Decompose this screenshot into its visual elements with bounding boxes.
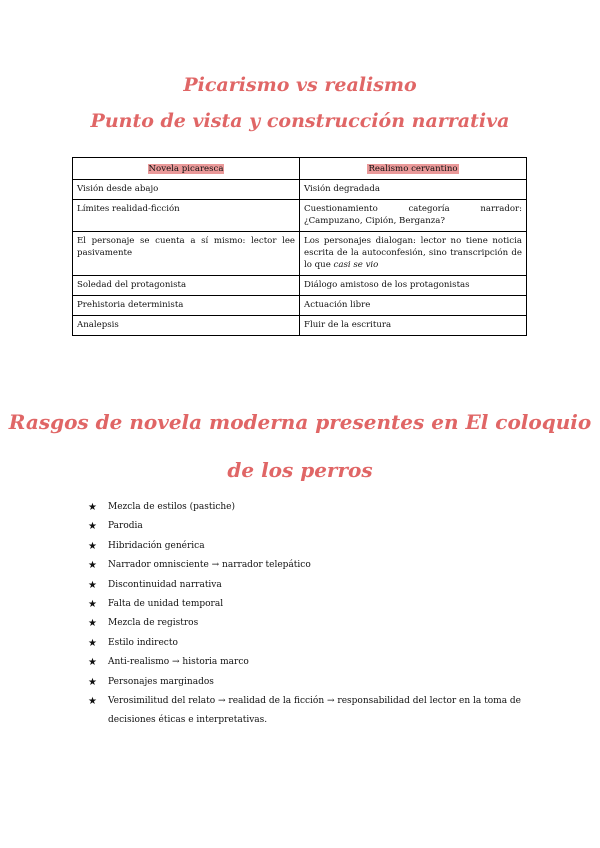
title-picarismo: Picarismo vs realismo xyxy=(183,74,417,96)
table-header-row xyxy=(73,158,527,180)
table-cell: Cuestionamiento categoría narrador: ¿Campuzano, Cipión, Berganza? xyxy=(300,200,527,232)
list-item: ★ Anti-realismo → historia marco xyxy=(88,653,534,672)
header-realismo-cervantino: Realismo cervantino xyxy=(300,158,527,180)
table-cell: Analepsis xyxy=(73,316,300,336)
list-item: ★ Personajes marginados xyxy=(88,673,534,692)
header-novela-picaresca: Novela picaresca xyxy=(73,158,300,180)
table-cell: El personaje se cuenta a sí mismo: lector lee pasivamente xyxy=(73,232,300,276)
table-row xyxy=(73,200,527,232)
table-row xyxy=(73,316,527,336)
list-item: ★ Discontinuidad narrativa xyxy=(88,576,534,595)
list-item: ★ Mezcla de registros xyxy=(88,614,534,633)
table-row xyxy=(73,232,527,276)
table-cell: Fluir de la escritura xyxy=(300,316,527,336)
table-row xyxy=(73,296,527,316)
subtitle-punto-de-vista: Punto de vista y construcción narrativa xyxy=(90,110,510,132)
star-icon: ★ xyxy=(88,637,97,649)
table-row xyxy=(73,180,527,200)
star-icon: ★ xyxy=(88,560,97,572)
star-icon: ★ xyxy=(88,696,97,708)
table-cell: Soledad del protagonista xyxy=(73,276,300,296)
star-icon: ★ xyxy=(88,599,97,611)
table-cell: Visión degradada xyxy=(300,180,527,200)
star-icon: ★ xyxy=(88,521,97,533)
star-icon: ★ xyxy=(88,579,97,591)
list-item: ★ Parodia xyxy=(88,517,534,536)
star-icon: ★ xyxy=(88,502,97,513)
title-de-los-perros: de los perros xyxy=(227,458,373,482)
table-cell: Actuación libre xyxy=(300,296,527,316)
traits-list xyxy=(88,498,534,731)
list-item: ★ Hibridación genérica xyxy=(88,537,534,556)
cell-text-italic: casi se vio xyxy=(333,260,379,270)
list-item: ★ Falta de unidad temporal xyxy=(88,595,534,614)
table-cell: Diálogo amistoso de los protagonistas xyxy=(300,276,527,296)
list-item: ★ Mezcla de estilos (pastiche) xyxy=(88,498,534,517)
table-cell: Prehistoria determinista xyxy=(73,296,300,316)
list-item: ★ Estilo indirecto xyxy=(88,634,534,653)
comparison-table xyxy=(72,157,527,336)
table-row xyxy=(73,276,527,296)
star-icon: ★ xyxy=(88,540,97,552)
star-icon: ★ xyxy=(88,676,97,688)
table-cell xyxy=(300,232,527,276)
star-icon: ★ xyxy=(88,657,97,669)
cell-text: Los personajes dialogan: lector no tiene noticia escrita de la autoconfesión, sino transcripción de lo que xyxy=(304,236,522,270)
star-icon: ★ xyxy=(88,618,97,630)
table-cell: Visión desde abajo xyxy=(73,180,300,200)
list-item: ★ Narrador omnisciente → narrador telepático xyxy=(88,556,534,575)
list-item: ★ Verosimilitud del relato → realidad de la ficción → responsabilidad del lector en la toma de decisiones éticas e interpretativas. xyxy=(88,692,534,731)
title-rasgos-novela-moderna: Rasgos de novela moderna presentes en El coloquio xyxy=(8,410,592,434)
table-cell: Límites realidad-ficción xyxy=(73,200,300,232)
